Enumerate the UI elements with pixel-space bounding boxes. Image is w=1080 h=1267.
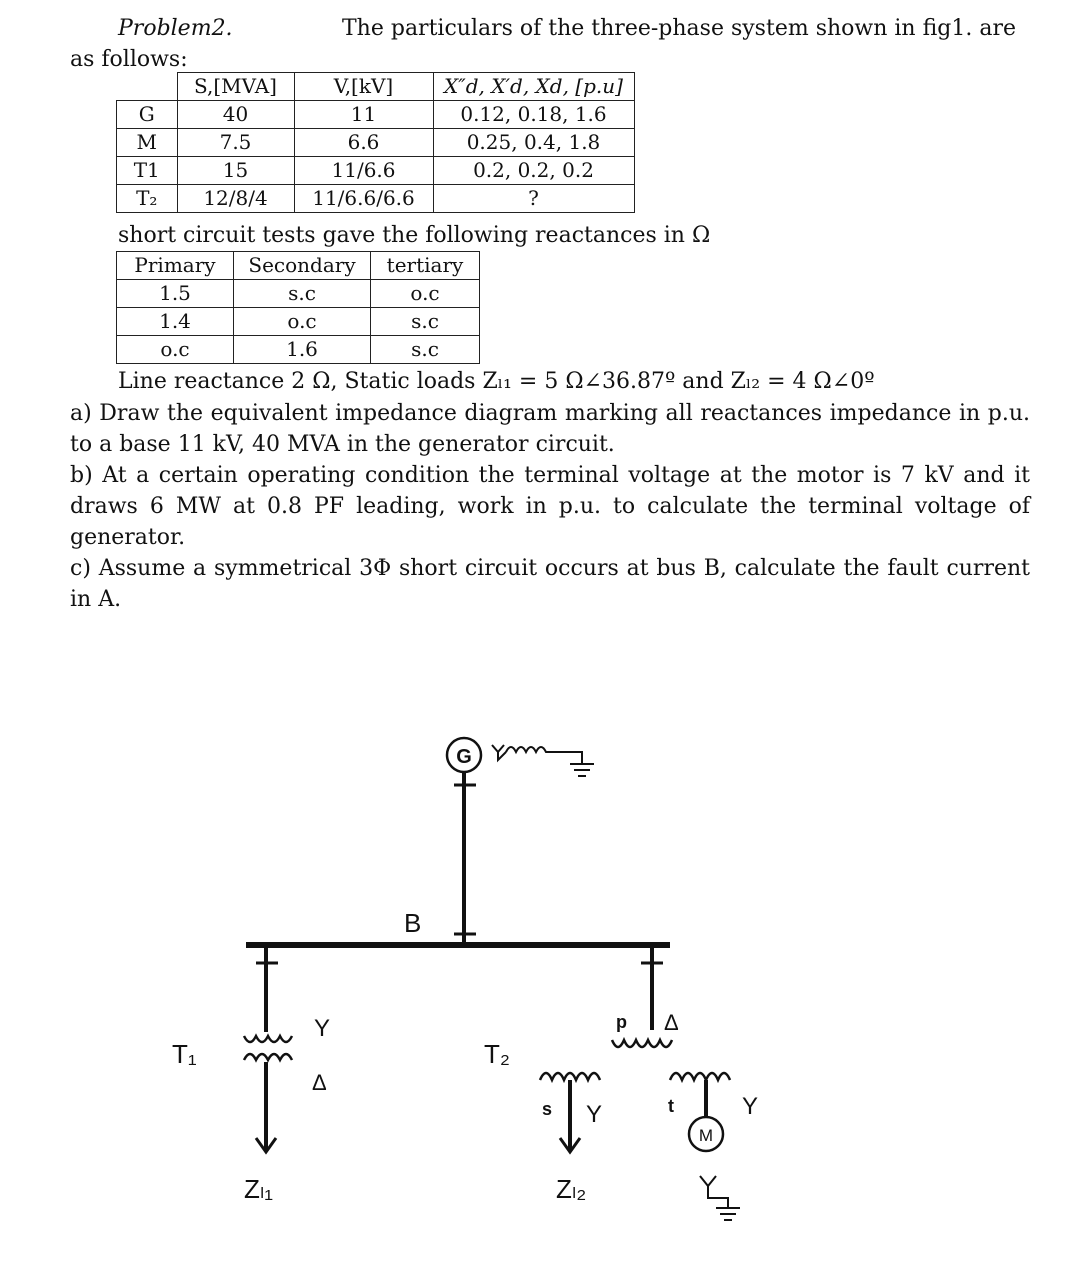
t2-secondary-connection: Y (586, 1101, 603, 1128)
problem-label: Problem2. (118, 16, 233, 41)
table-cell: 1.4 (117, 308, 234, 336)
t2-tertiary-connection: Y (742, 1093, 759, 1120)
table-header-cell: Secondary (234, 252, 371, 280)
table-cell: ? (433, 185, 634, 213)
t1-bottom-connection: Δ (312, 1070, 327, 1095)
table-cell: o.c (371, 280, 480, 308)
t2-primary-winding-icon (612, 1040, 672, 1047)
t2-primary-connection: Δ (664, 1010, 679, 1035)
line-reactance-text: Line reactance 2 Ω, Static loads Zₗ₁ = 5 Ω∠36.87º and Zₗ₂ = 4 Ω∠0º (118, 369, 875, 394)
table-cell: 15 (177, 157, 294, 185)
table-cell: o.c (234, 308, 371, 336)
question-c: c) Assume a symmetrical 3Φ short circuit occurs at bus B, calculate the fault current in A. (70, 556, 1030, 612)
motor-symbol: M (698, 1126, 714, 1145)
t2-secondary-winding-icon (540, 1073, 600, 1080)
table-cell: 6.6 (294, 129, 433, 157)
short-circuit-caption: short circuit tests gave the following reactances in Ω (118, 223, 711, 248)
t1-primary-winding-icon (244, 1036, 292, 1042)
bus-label: B (404, 908, 422, 938)
table-cell: 0.25, 0.4, 1.8 (433, 129, 634, 157)
table-header-cell: X″d, X′d, Xd, [p.u] (433, 73, 634, 101)
table-cell: 11 (294, 101, 433, 129)
intro-text: The particulars of the three-phase system shown in fig1. are (342, 16, 1016, 41)
table-header-cell: tertiary (371, 252, 480, 280)
table-cell: 11/6.6 (294, 157, 433, 185)
table-cell: 11/6.6/6.6 (294, 185, 433, 213)
t2-secondary-tag: s (542, 1099, 553, 1119)
question-a: a) Draw the equivalent impedance diagram marking all reactances impedance in p.u. to a base 11 kV, 40 MVA in the generator circuit. (70, 401, 1030, 457)
t2-label: T₂ (484, 1039, 510, 1069)
t1-top-connection: Y (314, 1015, 331, 1042)
table-cell: s.c (234, 280, 371, 308)
table-cell: T₂ (117, 185, 178, 213)
table-cell: s.c (371, 308, 480, 336)
t1-secondary-winding-icon (244, 1054, 292, 1060)
load1-label: Zₗ₁ (244, 1174, 273, 1204)
table-cell: M (117, 129, 178, 157)
load2-label: Zₗ₂ (556, 1174, 587, 1204)
generator-wye-icon (492, 745, 506, 760)
t2-tertiary-winding-icon (670, 1073, 730, 1080)
table-cell: T1 (117, 157, 178, 185)
t2-primary-tag: p (616, 1012, 627, 1032)
table-header-cell: V,[kV] (294, 73, 433, 101)
table-cell: 0.12, 0.18, 1.6 (433, 101, 634, 129)
table-header-cell: Primary (117, 252, 234, 280)
motor-wye-ground-icon (700, 1176, 728, 1208)
table-cell: 1.6 (234, 336, 371, 364)
table-cell: G (117, 101, 178, 129)
ground-icon (716, 1208, 740, 1220)
intro-continuation: as follows: (70, 47, 188, 72)
table-cell: 1.5 (117, 280, 234, 308)
generator-symbol: G (456, 746, 472, 768)
t1-label: T₁ (172, 1039, 197, 1069)
table-cell: 40 (177, 101, 294, 129)
table-cell: 7.5 (177, 129, 294, 157)
table-cell: 12/8/4 (177, 185, 294, 213)
table-header-cell: S,[MVA] (177, 73, 294, 101)
table-cell: s.c (371, 336, 480, 364)
ground-icon (570, 764, 594, 776)
table-cell: o.c (117, 336, 234, 364)
table-cell: 0.2, 0.2, 0.2 (433, 157, 634, 185)
generator-grounding-reactor-icon (506, 747, 582, 764)
t2-tertiary-tag: t (668, 1096, 674, 1116)
question-b: b) At a certain operating condition the terminal voltage at the motor is 7 kV and it draws 6 MW at 0.8 PF leading, work in p.u. to calculate the terminal voltage of generator. (70, 463, 1030, 550)
